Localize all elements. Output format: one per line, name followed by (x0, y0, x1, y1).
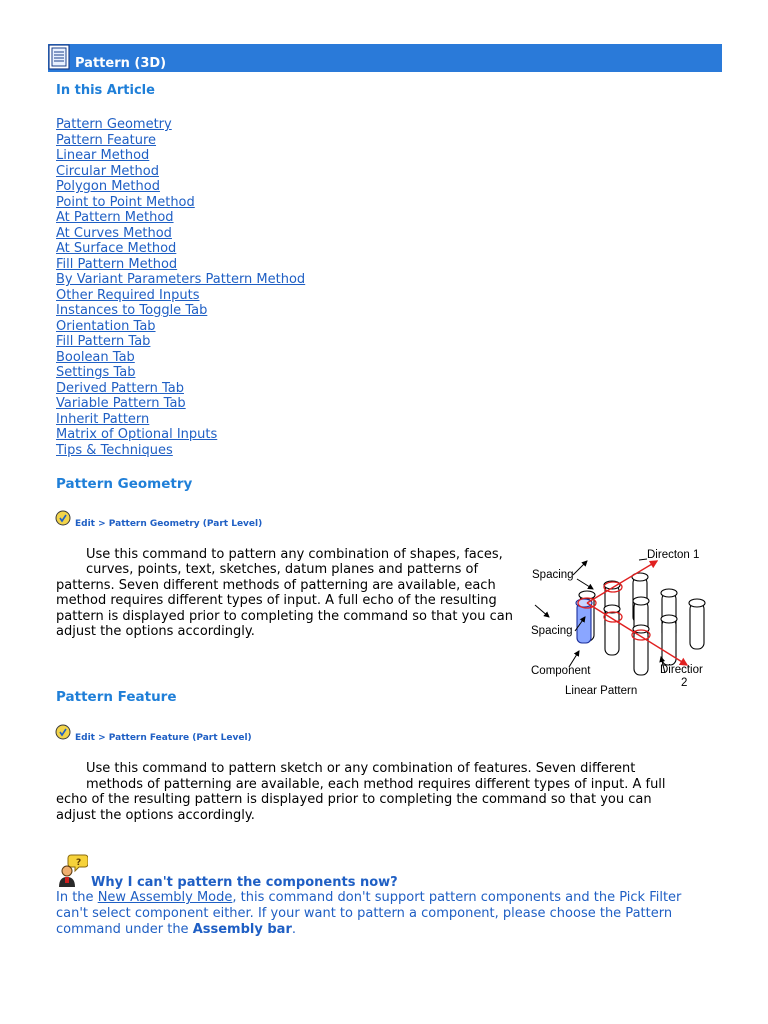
menu-path-icon (55, 724, 71, 740)
toc-item (56, 148, 305, 164)
pg-line-6: adjust the options accordingly. (56, 624, 255, 639)
figure-label-component: Component (531, 665, 591, 677)
figure-label-spacing-bottom: Spacing (531, 625, 573, 637)
svg-text:?: ? (76, 858, 82, 868)
toc-link[interactable]: Linear Method (56, 148, 150, 163)
toc-link[interactable]: Circular Method (56, 163, 159, 179)
toc-item (56, 381, 305, 397)
linear-pattern-figure (527, 545, 722, 700)
pg-line-4: method requires different types of input. A full echo of the resulting (56, 593, 497, 608)
pf-line-2: methods of patterning are available, each method requires different types of input. A full (86, 777, 666, 792)
toc-item (56, 303, 305, 319)
pf-line-1: Use this command to pattern sketch or any combination of features. Seven different (86, 761, 636, 776)
toc-item (56, 272, 305, 288)
pg-line-2: curves, points, text, sketches, datum planes and patterns of (86, 562, 479, 577)
toc-item (56, 412, 305, 428)
toc-link[interactable]: At Curves Method (56, 225, 172, 241)
toc-item (56, 133, 305, 149)
section-heading-pattern-feature: Pattern Feature (56, 689, 177, 705)
toc-link[interactable]: Instances to Toggle Tab (56, 303, 208, 318)
pf-line-3: echo of the resulting pattern is displayed prior to completing the command so that you can (56, 792, 652, 807)
menu-path-pattern-geometry[interactable]: Edit > Pattern Geometry (Part Level) (75, 519, 263, 529)
toc-link[interactable]: Orientation Tab (56, 318, 156, 334)
toc-heading: In this Article (56, 83, 155, 98)
figure-label-direction-1: Directon 1 (647, 549, 700, 561)
pf-line-4: adjust the options accordingly. (56, 808, 255, 823)
figure-label-direction-2a: Directior (660, 664, 703, 676)
toc-item (56, 257, 305, 273)
assembly-bar-label: Assembly bar (192, 922, 292, 937)
toc-link[interactable]: Boolean Tab (56, 349, 135, 365)
cylinder (689, 599, 705, 649)
toc-item (56, 226, 305, 242)
figure-caption: Linear Pattern (565, 685, 638, 697)
toc-link[interactable]: By Variant Parameters Pattern Method (56, 272, 306, 287)
toc-item (56, 319, 305, 335)
toc-list (56, 117, 305, 458)
pg-line-3: patterns. Seven different methods of patterning are available, each (56, 578, 496, 593)
toc-link[interactable]: Inherit Pattern (56, 411, 150, 427)
toc-link[interactable]: At Surface Method (56, 241, 177, 256)
toc-item (56, 117, 305, 133)
menu-path-icon (55, 510, 71, 526)
note-prefix: In the (56, 890, 98, 905)
toc-item (56, 365, 305, 381)
toc-link[interactable]: Fill Pattern Method (56, 256, 178, 272)
toc-item (56, 396, 305, 412)
toc-link[interactable]: Derived Pattern Tab (56, 380, 184, 396)
figure-label-direction-2b: 2 (681, 677, 688, 689)
note-rest-1: , this command don't support pattern components and the Pick Filter (232, 890, 682, 905)
page-title: Pattern (3D) (75, 56, 167, 71)
toc-link[interactable]: Variable Pattern Tab (56, 396, 186, 411)
toc-link[interactable]: Polygon Method (56, 179, 160, 194)
toc-link[interactable]: Settings Tab (56, 365, 136, 380)
toc-link[interactable]: Tips & Techniques (56, 442, 173, 458)
new-assembly-mode-link[interactable]: New Assembly Mode (97, 890, 233, 905)
toc-link[interactable]: Other Required Inputs (56, 287, 200, 303)
menu-path-pattern-feature[interactable]: Edit > Pattern Feature (Part Level) (75, 733, 252, 743)
section-heading-pattern-geometry: Pattern Geometry (56, 476, 193, 492)
note-line-3-prefix: command under the (56, 922, 193, 937)
pg-line-5: pattern is displayed prior to completing the command so that you can (56, 609, 513, 624)
note-question: Why I can't pattern the components now? (91, 875, 398, 890)
toc-item (56, 195, 305, 211)
toc-item (56, 241, 305, 257)
person-question-icon (56, 854, 88, 892)
toc-item (56, 164, 305, 180)
toc-item (56, 427, 305, 443)
toc-link[interactable]: Matrix of Optional Inputs (56, 427, 218, 442)
toc-link[interactable]: Point to Point Method (56, 194, 195, 210)
toc-link[interactable]: Pattern Feature (56, 132, 157, 148)
toc-item (56, 350, 305, 366)
toc-item (56, 443, 305, 459)
toc-link[interactable]: Pattern Geometry (56, 117, 172, 132)
toc-link[interactable]: Fill Pattern Tab (56, 334, 151, 349)
toc-item (56, 334, 305, 350)
toc-item (56, 179, 305, 195)
figure-label-spacing-top: Spacing (532, 569, 574, 581)
toc-item (56, 210, 305, 226)
toc-item (56, 288, 305, 304)
note-line-3-suffix: . (291, 922, 296, 937)
toc-link[interactable]: At Pattern Method (56, 210, 174, 225)
note-body (56, 890, 736, 938)
document-icon (48, 44, 70, 70)
note-line-2: can't select component either. If your want to pattern a component, please choose the Pattern (56, 906, 673, 921)
pg-line-1: Use this command to pattern any combination of shapes, faces, (86, 547, 503, 562)
